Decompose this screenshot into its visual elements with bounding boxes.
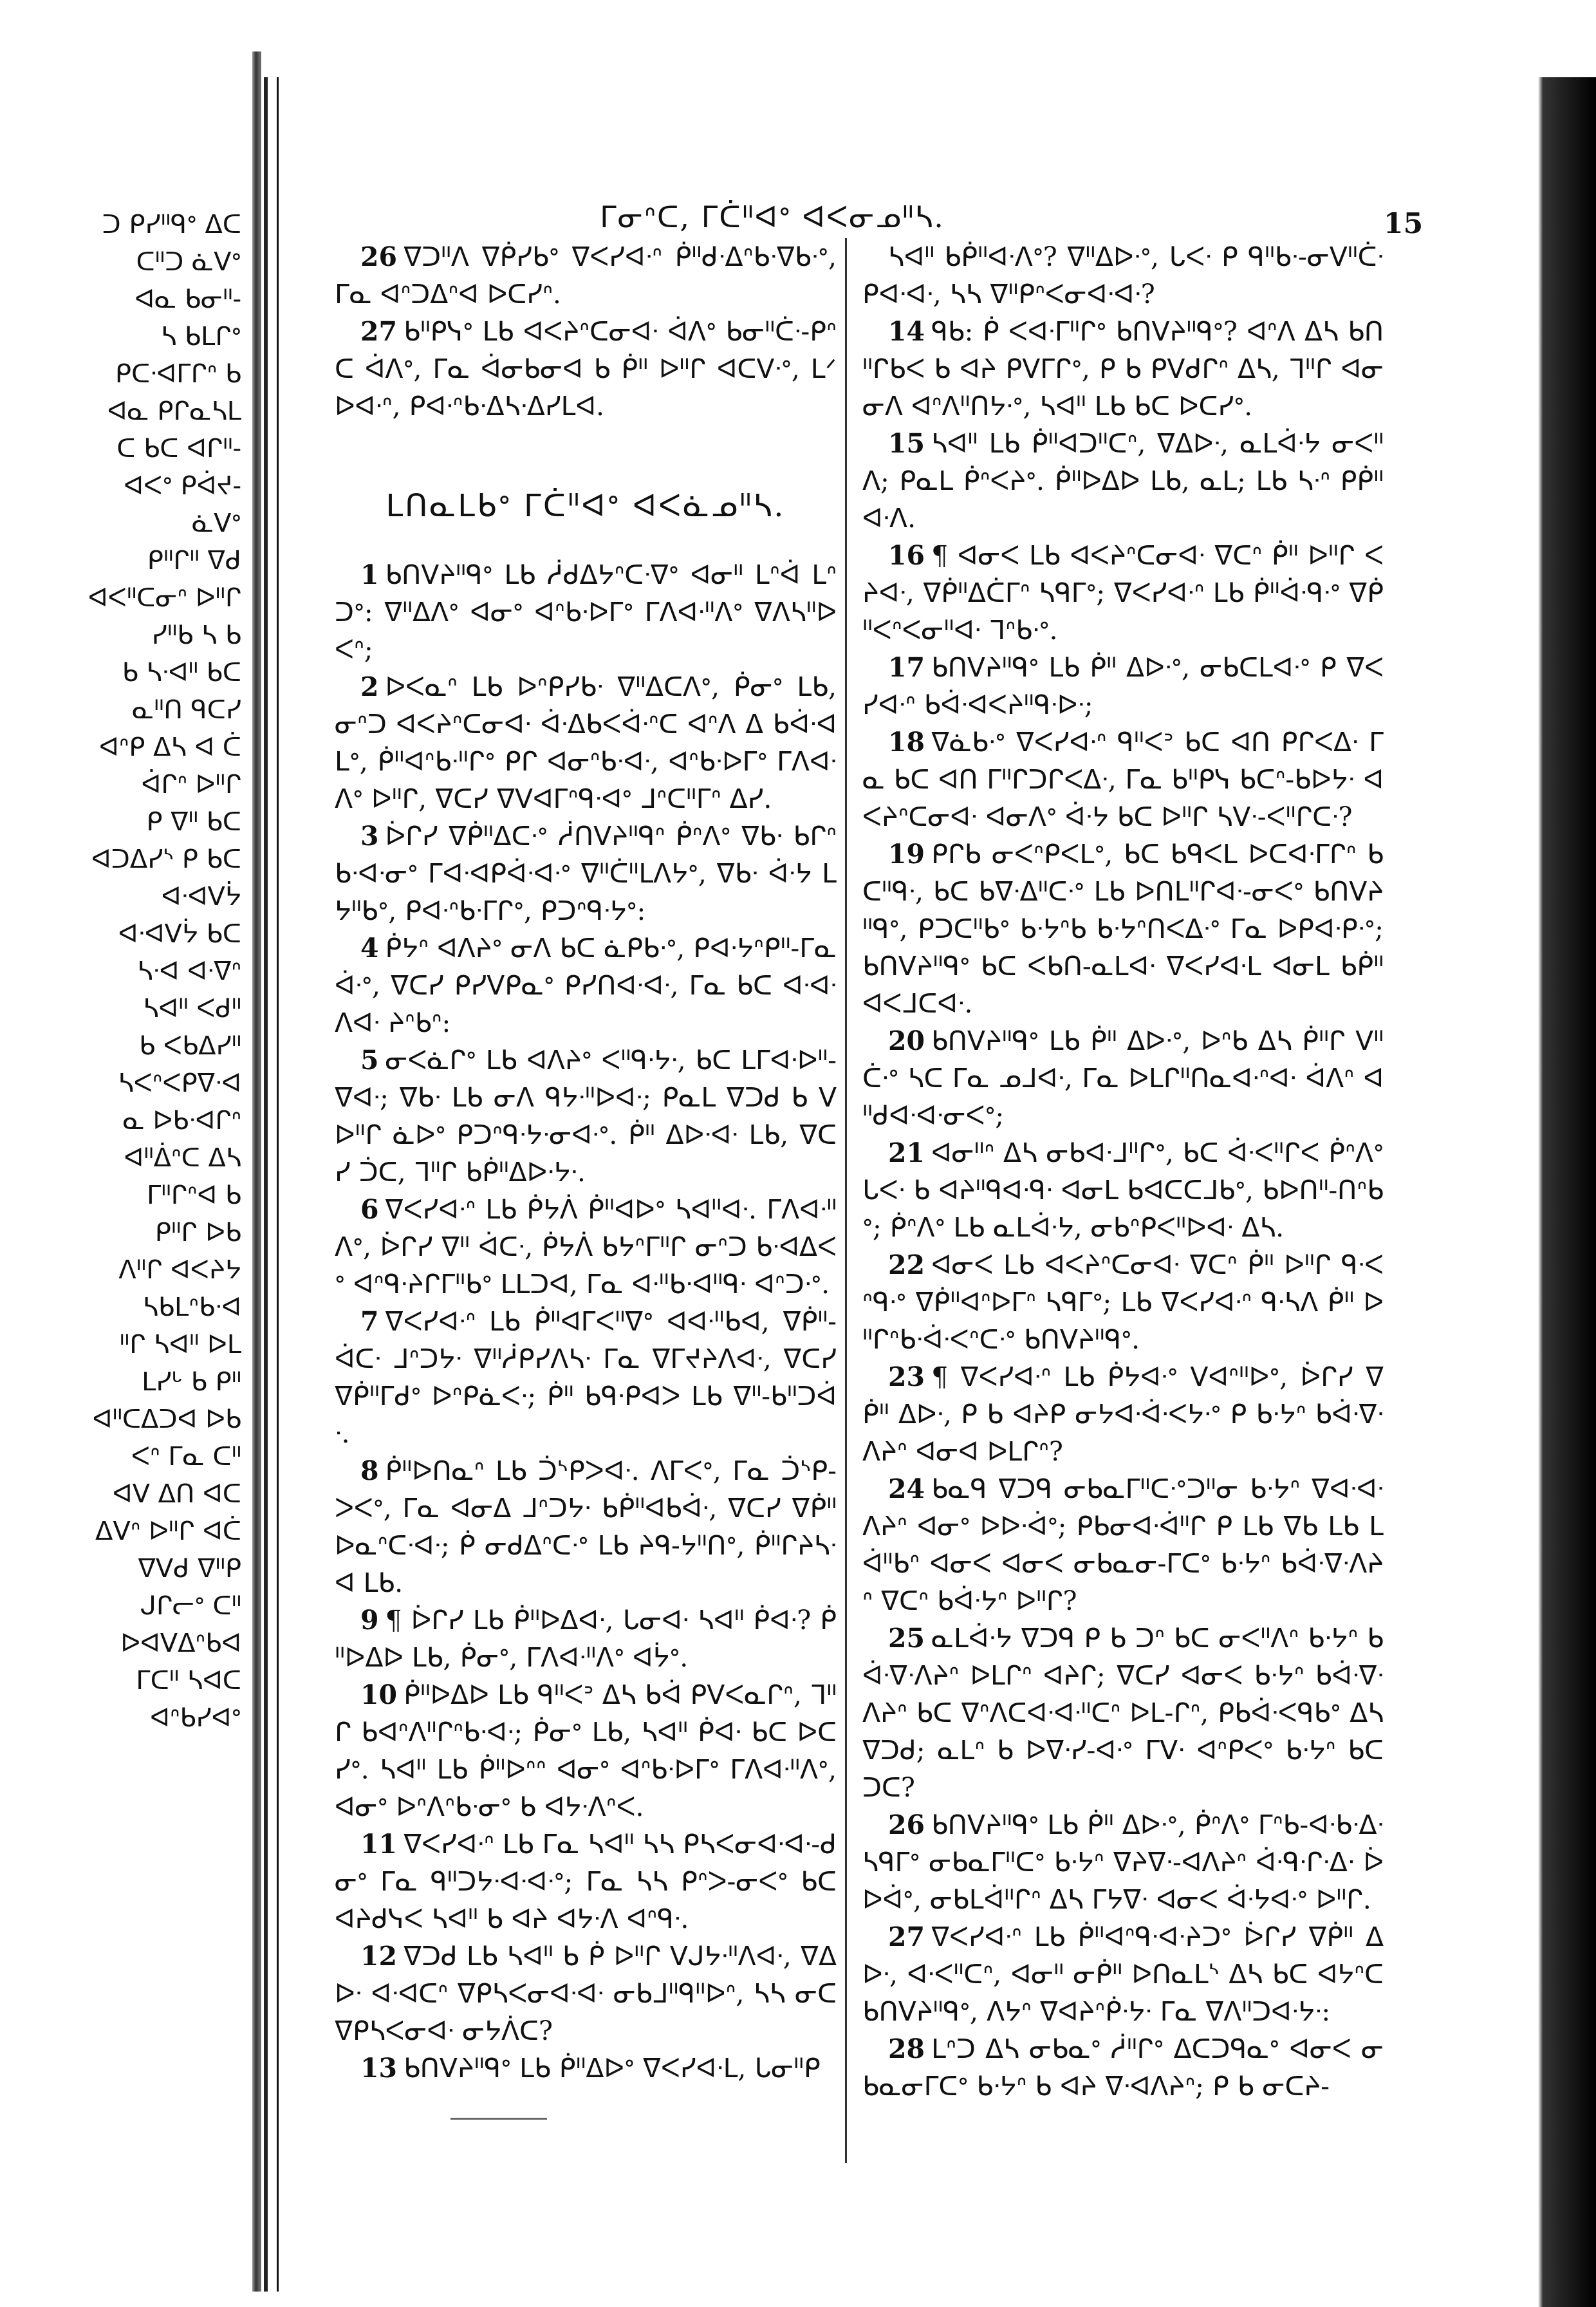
verse-text: ᐁᐸᓯᐊᐧᐢ ᒪᑲ ᑮᐦᐊᐢᑫᐧᐊᐧᔨᑐᐤ ᐆᒋᓯ ᐁᑮᐦ ᐃᐅᐧ, ᐊᐧᐸᐦᑕᐢ, ᐊᓂᐦ ᓂᑮᐦ ᐅᑎᓇᒪᔅ ᐃᓴ ᑲᑕ ᐊᔭᐢᑕ ᑲᑎᐯᔨᐦᑫᐤ, ᐱᔭᐢ ᐁᐊᔨᐢᑮᐧᔭᐧ ᒥᓇ ᐁᐱᐦᑐᐊᐧᔭᐧ: xyxy=(862,1921,1384,2027)
verse xyxy=(862,1134,1384,1246)
verse-text: ᐁᐸᓯᐊᐧᐢ ᒪᑲ ᑮᔭᐲ ᑮᐦᐊᐅᐤ ᓴᐊᐦᐊᐧ. ᒥᐱᐊᐧᐦᐱᐤ, ᐆᒋᓯ ᐁᐦ ᐋᑕᐧ, ᑮᔭᐲ ᑲᔭᐢᒥᐦᒋ ᓂᐢᑐ ᑲᐧᐊᐃᐸᐤ ᐊᐢᑫᐧᔨᒋᒥᐦᑲᐤ ᒪᒪᑐᐊ, ᒥᓇ ᐊᐧᐦᑲᐧᐊᐦᑫᐧ ᐊᐢᑐᐧᐤ. xyxy=(335,1194,837,1300)
left-page-line: ᐁᐯᑯ ᐁᐦᑭ xyxy=(138,1554,241,1583)
verse-text: ᑲᑎᐯᔨᐦᑫᐤ ᒪᑲ ᑮᐦ ᐃᐅᐧᐤ, ᑮᐢᐱᐤ ᒥᐢᑲ-ᐊᐧᑲᐧᐃᐧ ᓴᑫᒥᐤ ᓂᑲᓇᒥᐦᑕᐤ ᑲᐧᔭᐢ ᐁᔨᐁᐧ-ᐊᐱᔨᐢ ᐋᐧᑫᐧᒋᐧᐃᐧ ᐆᐅᐋᐤ, ᓂᑲᒪᐋᐦᒋᐢ ᐃᓴ ᒥᔭᐁᐧ ᐊᓂᐸ ᐋᐧᔭᐊᐧᐤ ᐅᐦᒋ. xyxy=(862,1809,1384,1915)
left-column xyxy=(335,238,837,2087)
verse xyxy=(862,1022,1384,1134)
left-page-line: ᐱᐦᒋ ᐊᐸᔨᔭ xyxy=(118,1255,241,1285)
book-gutter xyxy=(252,51,261,2292)
left-page-line: ᑭᐦᒋᐦ ᐁᑯ xyxy=(147,546,241,575)
left-page-line: ᐊᐢᑲᓯᐊᐤ xyxy=(150,1703,241,1733)
verse xyxy=(335,313,837,425)
verse xyxy=(335,1938,837,2050)
left-page-line: ᒍᒋᓕᐤ ᑕᐦ xyxy=(140,1591,241,1621)
verse-text: ᑲᓇᑫ ᐁᑐᑫ ᓂᑲᓇᒥᐦᑕᐧᐤᑐᐦᓂ ᑲᐧᔭᐢ ᐁᐊᐧᐊᐧᐱᔨᐢ ᐊᓂᐤ ᐅᐅᐧᐋᐤ; ᑭᑲᓂᐊᐧᐋᐦᒋ ᑭ ᒪᑲ ᐁᑲ ᒪᑲ ᒪᐋᐦᑲᐢ ᐊᓂᐸ ᐊᓂᐸ ᓂᑲᓇᓂ-ᒥᑕᐤ ᑲᐧᔭᐢ ᑲᐋᐧᐁᐧᐱᔨᐢ ᐁᑕᐢ ᑲᐋᐧᔭᐢ ᐅᐦᒋ? xyxy=(862,1473,1384,1616)
verse-number: 8 xyxy=(360,1455,379,1486)
verse-text: ᑲᐦᑭᓭᐤ ᒪᑲ ᐊᐸᔨᐢᑕᓂᐊᐧ ᐋᐱᐤ ᑲᓂᐦᑖᐧ-ᑭᐢᑕ ᐋᐱᐤ, ᒥᓇ ᐋᓂᑲᓂᐊ ᑲ ᑮᐦ ᐅᐦᒋ ᐊᑕᐯᐧᐤ, ᒪᐟᐅᐊᐧᐢ, ᑭᐊᐧᐢᑲᐧᐃᓴᐧᐃᓯᒪᐊ. xyxy=(335,316,837,422)
verse-number: 7 xyxy=(360,1306,379,1337)
verse-text: ᑫᑲ: ᑮ ᐸᐊᐧᒥᐦᒋᐤ ᑲᑎᐯᔨᐦᑫᐤ? ᐊᐢᐱ ᐃᓴ ᑲᑎᐦᒋᑲᐸ ᑲ ᐊᔨ ᑭᐯᒥᒋᐤ, ᑭ ᑲ ᑭᐯᑯᒋᐢ ᐃᓴ, ᒣᐦᒋ ᐊᓂ ᓂᐱ ᐊᐢᐱᐦᑎᔭᐧᐤ, ᓴᐊᐦ ᒪᑲ ᑲᑕ ᐅᑕᓯᐤ. xyxy=(862,316,1384,422)
left-page-line: ᒥᑕᐦ ᓴᐊᑕ xyxy=(136,1666,241,1695)
previous-page-fragment xyxy=(0,39,248,2292)
verse-text: ᑲᑎᐯᔨᐦᑫᐤ ᒪᑲ ᑮᐦᐃᐅᐤ ᐁᐸᓯᐊᐧᒪ, ᒐᓂᐦᑭ xyxy=(404,2053,821,2084)
verse-text: ᑭᒋᑲ ᓂᐸᐢᑭᐸᒪᐤ, ᑲᑕ ᑲᑫᐸᒪ ᐅᑕᐊᐧᒥᒋᐢ ᑲᑕᐦᑫᐧ, ᑲᑕ ᑲᐁᐧᐃᐦᑕᐧᐤ ᒪᑲ ᐅᑎᒪᐦᒋᐊᐧ-ᓂᐸᐤ ᑲᑎᐯᔨᐦᑫᐤ, ᑭᑐᑕᐦᑲᐤ ᑲᐧᔭᐢᑲ ᑲᐧᔭᐢᑎᐸᐃᐧᐤ ᒥᓇ ᐅᑭᐊᐧᑭᐧᐤ; ᑲᑎᐯᔨᐦᑫᐤ ᑲᑕ ᐸᑲᑎ-ᓇᒪᐊᐧ ᐁᐸᓯᐊᐧᒪ ᐊᓂᒪ ᑲᑮᐦᐊᐸᒧᑕᐊᐧ. xyxy=(862,839,1384,1019)
verse-number: 12 xyxy=(360,1941,398,1972)
verse-number: 9 xyxy=(360,1605,379,1636)
verse-text: ᑲᑎᐯᔨᐦᑫᐤ ᒪᑲ ᑮᐦ ᐃᐅᐧᐤ, ᐅᐢᑲ ᐃᓴ ᑮᐦᒋ ᐯᐦᑖᐧᐤ ᓴᑕ ᒥᓇ ᓄᒧᐊᐧ, ᒥᓇ ᐅᒪᒋᐦᑎᓇᐊᐧᐢᐊᐧ ᐋᐱᐢ ᐊᐦᑯᐊᐧᐊᐧᓂᐸᐤ; xyxy=(862,1025,1384,1131)
left-page-line: ᓴ ᑲᒪᒋᐤ xyxy=(161,322,241,351)
left-page-line: ᓯᐦᑲ ᓴ ᑲ xyxy=(151,621,241,650)
left-page-line: ᐊᐧᐊᐯᔮ ᑲᑕ xyxy=(118,919,241,949)
verse xyxy=(862,238,1384,313)
verse-number: 15 xyxy=(888,428,925,459)
left-page-line: ᐊᐸᐦᑕᓂᐢ ᐅᐦᒋ xyxy=(88,583,241,613)
verse-text: ᓂᐸᓈᒋᐤ ᒪᑲ ᐊᐱᔨᐤ ᐸᐦᑫᐧᔭᐧ, ᑲᑕ ᒪᒥᐊᐧᐅᐦ-ᐁᐊᐧ; ᐁᑲᐧ ᒪᑲ ᓂᐱ ᑫᔭᐧᐦᐅᐊᐧ; ᑭᓇᒪ ᐁᑐᑯ ᑲ ᐯ ᐅᐦᒋ ᓈᐅᐤ ᑭᑐᐢᑫᐧᔭᐧᓂᐊᐧᐤ. ᑮᐦ ᐃᐅᐧᐊᐧ ᒪᑲ, ᐁᑕᓯ ᑑᑕ, ᒣᐦᒋ ᑲᑮᐦᐃᐅᐧᔭᐧ. xyxy=(335,1045,837,1188)
verse xyxy=(862,1806,1384,1918)
verse-number: 1 xyxy=(360,559,379,590)
left-page-line: ᑐ ᑭᓯᐦᑫᐤ ᐃᑕ xyxy=(102,210,241,239)
verse-number: 23 xyxy=(888,1361,925,1392)
left-page-line: ᐸᐢ ᒥᓇ ᑕᐦ xyxy=(131,1442,241,1471)
verse-text: ᑲᑎᐯᔨᐦᑫᐤ ᒪᑲ ᓲᑯᐃᔭᐢᑕᐧᐁᐤ ᐊᓂᐦ ᒪᐢᐋ ᒪᐢᑐᐤ: ᐁᐦᐃᐱᐤ ᐊᓂᐤ ᐊᐢᑲᐧᐅᒥᐤ ᒥᐱᐊᐧᐦᐱᐤ ᐁᐱᓴᐦᐅᐸᐢ; xyxy=(335,559,837,665)
verse xyxy=(862,1470,1384,1620)
verse xyxy=(335,1191,837,1303)
verse-number: 26 xyxy=(360,241,398,272)
verse xyxy=(862,1358,1384,1470)
verse-text: ᓇᒪᐋᐧᔭ ᐁᑐᑫ ᑭ ᑲ ᑐᐢ ᑲᑕ ᓂᐸᐦᐱᐢ ᑲᐧᔭᐢ ᑲᐋᐧᐁᐧᐱᔨᐢ ᐅᒪᒋᐢ ᐊᔨᒋ; ᐁᑕᓯ ᐊᓂᐸ ᑲᐧᔭᐢ ᑲᐋᐧᐁᐧᐱᔨᐢ ᑲᑕ ᐁᐢᐱᑕᐊᐧᐊᐧᐦᑕᐢ ᐅᒪ-ᒋᐢ, ᑭᑲᐋᐧᐸᑫᑲᐤ ᐃᓴ ᐁᑐᑯ; ᓇᒪᐢ ᑲ ᐅᐁᐧᓯ-ᐊᐧᐤ ᒥᐯᐧ ᐊᐢᑭᐸᐤ ᑲᐧᔭᐢ ᑲᑕ ᑐᑕ? xyxy=(862,1623,1384,1803)
left-page-line: ᐊᐧᐊᐯᔮ xyxy=(161,882,241,911)
left-page-line: ᒥᐦᒋᐢᐊ ᑲ xyxy=(146,1181,241,1210)
verse-number: 13 xyxy=(360,2053,398,2084)
verse-text: ᐆᒋᓯ ᐁᑮᐦᐃᑕᐧᐤ ᓲᑎᐯᔨᐦᑫᐢ ᑮᐢᐱᐤ ᐁᑲᐧ ᑲᒋᐢᑲᐧᐊᐧᓂᐤ ᒥᐊᐧᐊᑭᐋᐧᐊᐧᐤ ᐁᐦᑖᐦᒪᐱᔭᐤ, ᐁᑲᐧ ᐋᐧᔭ ᒪᔭᐦᑲᐤ, ᑭᐊᐧᐢᑲᐧᒥᒋᐤ, ᑭᑐᐢᑫᐧᔭᐤ: xyxy=(335,821,837,926)
verse xyxy=(335,2050,837,2087)
verse xyxy=(335,668,837,817)
verse-number: 6 xyxy=(360,1194,379,1225)
left-page-line: ᓴᐧᐊ ᐊᐧᐁᐢ xyxy=(137,957,241,986)
verse-number: 2 xyxy=(360,671,379,702)
verse-number: 14 xyxy=(888,316,925,347)
page-edge xyxy=(264,77,268,2292)
left-page-line: ᐊᑐᐃᓯᔅ ᑭ ᑲᑕ xyxy=(91,845,241,874)
verse-number: 4 xyxy=(360,933,379,964)
verse-text: ¶ ᐆᒋᓯ ᒪᑲ ᑮᐦᐅᐃᐊᐧ, ᒐᓂᐊᐧ ᓴᐊᐦ ᑮᐊᐧ? ᑮᐦᐅᐃᐅ ᒪᑲ, ᑮᓂᐤ, ᒥᐱᐊᐧᐦᐱᐤ ᐊᔮᐤ. xyxy=(335,1605,837,1673)
left-page-line: ᑭᑕᐧᐊᒥᒋᐢ ᑲ xyxy=(115,359,241,389)
verse-text: ᑲᑎᐯᔨᐦᑫᐤ ᒪᑲ ᑮᐦ ᐃᐅᐧᐤ, ᓂᑲᑕᒪᐊᐧᐤ ᑭ ᐁᐸᓯᐊᐧᐢ ᑲᐋᐧᐊᐸᔨᐦᑫᐧᐅᐧ; xyxy=(862,652,1384,720)
verse xyxy=(862,1620,1384,1806)
verse-number: 17 xyxy=(888,652,925,683)
left-page-line: ᐃᐯᐢ ᐅᐦᒋ ᐊᑖ xyxy=(95,1517,241,1546)
verse xyxy=(335,556,837,668)
verse xyxy=(862,313,1384,425)
verse-text: ᐁᓈᑲᐧᐤ ᐁᐸᓯᐊᐧᐢ ᑫᐦᐸᐣ ᑲᑕ ᐊᑎ ᑭᒋᐸᐃᐧ ᒥᓇ ᑲᑕ ᐊᑎ ᒥᐦᒋᑐᒋᐸᐃᐧ, ᒥᓇ ᑲᐦᑭᓭ ᑲᑕᐢ-ᑲᐅᔭᐧ ᐊᐸᔨᐢᑕᓂᐊᐧ ᐊᓂᐱᐤ ᐋᐧᔭ ᑲᑕ ᐅᐦᒋ ᓴᐯᐧ-ᐸᐦᒋᑕᐧ? xyxy=(862,727,1384,832)
verse xyxy=(335,238,837,313)
verse-number: 18 xyxy=(888,727,925,758)
left-page-line: ᑭ ᐁᐦ ᑲᑕ xyxy=(146,807,241,837)
verse xyxy=(335,817,837,929)
left-page-line: ᐅᐊᐯᐃᐢᑲᐊ xyxy=(120,1629,241,1658)
verse-text: ᐁᑐᑯ ᒪᑲ ᓴᐊᐦ ᑲ ᑮ ᐅᐦᒋ ᐯᒍᔭᐧᐦᐱᐊᐧ, ᐁᐃᐅᐧ ᐊᐧᐊᑕᐢ ᐁᑭᓴᐸᓂᐊᐧᐊᐧ ᓂᑲᒧᐦᑫᐦᐅᐢ, ᓴᓴ ᓂᑕ ᐁᑭᓴᐸᓂᐊᐧ ᓂᔭᐲᑕ? xyxy=(335,1941,837,2046)
verse-number: 21 xyxy=(888,1137,925,1168)
verse-text: ᐁᐸᓯᐊᐧᐢ ᒪᑲ ᑮᐦᐊᒥᐸᐦᐁᐤ ᐊᐊᐧᐦᑲᐊ, ᐁᑮᐦ-ᐋᑕᐧ ᒧᐢᑐᔭᐧ ᐁᐦᓲᑭᓯᐱᓴᐧ ᒥᓇ ᐁᒥᔪᔨᐱᐊᐧ, ᐁᑕᓯ ᐁᑮᐦᒥᑯᐤ ᐅᐢᑭᓈᐸᐧ; ᑮᐦ ᑲᑫᐧᑭᐊᐳ ᒪᑲ ᐁᐦ-ᑲᐦᑐᐋᐧ. xyxy=(335,1306,837,1449)
right-column xyxy=(862,238,1384,2105)
verse xyxy=(862,1246,1384,1358)
verse xyxy=(862,537,1384,649)
verse xyxy=(335,1602,837,1676)
left-page-line: ᐊᓇ ᑭᒋᓇᓴᒪ xyxy=(107,397,241,426)
page-number: 15 xyxy=(1384,207,1424,240)
left-page-line: ᑭᐦᒋ ᐅᑲ xyxy=(154,1218,241,1247)
bottom-rule xyxy=(450,2118,547,2120)
left-page-line: ᒪᓯᒡ ᑲ ᑭᐦ xyxy=(142,1367,241,1397)
verse xyxy=(335,929,837,1041)
verse-number: 27 xyxy=(360,316,398,347)
verse-number: 24 xyxy=(888,1473,925,1504)
verse xyxy=(862,1918,1384,2030)
verse-number: 27 xyxy=(888,1921,925,1952)
verse-number: 22 xyxy=(888,1249,925,1280)
left-page-line: ᓇᐦᑎ ᑫᑕᓯ xyxy=(132,695,241,725)
verse xyxy=(862,2030,1384,2105)
verse-text: ᓴᐊᐦ ᑲᑮᐦᐊᐧᐱᐤ? ᐁᐦᐃᐅᐧᐤ, ᒐᐸᐧ ᑭ ᑫᐦᑲᐧ-ᓂᐯᐦᑖᐧᑭᐊᐧᐊᐧ, ᓴᓴ ᐁᐦᑭᐢᐸᓂᐊᐧᐊᐧ? xyxy=(862,241,1384,310)
verse xyxy=(862,425,1384,537)
verse xyxy=(335,1826,837,1938)
verse-text: ᑮᐦᐅᑎᓇᐢ ᒪᑲ ᑑᔅᑭᐳᐊᐧ. ᐱᒥᐸᐤ, ᒥᓇ ᑑᔅᑭ-ᐳᐸᐤ, ᒥᓇ ᐊᓂᐃ ᒧᐢᑐᔭᐧ ᑲᑮᐦᐊᑲᐋᐧ, ᐁᑕᓯ ᐁᑮᐦᐅᓇᐢᑕᐧᐊᐧ; ᑮ ᓂᑯᐃᐢᑕᐧᐤ ᒪᑲ ᔨᑫ-ᔭᐦᑎᐤ, ᑮᐦᒋᔨᓴᐧᐊ ᒪᑲ. xyxy=(335,1455,837,1598)
verse xyxy=(862,649,1384,724)
verse-number: 26 xyxy=(888,1809,925,1840)
verse-text: ᓴᐊᐦ ᒪᑲ ᑮᐦᐊᑐᐦᑕᐢ, ᐁᐃᐅᐧ, ᓇᒪᐋᐧᔭ ᓂᐸᐦᐱ; ᑭᓇᒪ ᑮᐢᐸᔨᐤ. ᑮᐦᐅᐃᐅ ᒪᑲ, ᓇᒪ; ᒪᑲ ᓴᐧᐢ ᑭᑮᐦᐊᐧᐱ. xyxy=(862,428,1384,534)
left-page-line: ᐊᐢᑭ ᐃᓴ ᐊ ᑖ xyxy=(98,733,241,762)
verse xyxy=(335,1303,837,1452)
left-page-line: ᑕᐦᑐ ᓈᐯᐤ xyxy=(136,247,241,277)
column-divider xyxy=(845,238,847,2163)
verse-number: 19 xyxy=(888,839,925,870)
page-right-edge xyxy=(1499,77,1596,2307)
verse-text: ¶ ᐊᓂᐸ ᒪᑲ ᐊᐸᔨᐢᑕᓂᐊᐧ ᐁᑕᐢ ᑮᐦ ᐅᐦᒋ ᐸᔨᐊᐧ, ᐁᑮᐦᐃᑖᒥᐢ ᓴᑫᒥᐤ; ᐁᐸᓯᐊᐧᐢ ᒪᑲ ᑮᐦᐋᐧᑫᐧᐤ ᐁᑮᐦᐸᐢᐸᓂᐦᐊᐧ ᒣᐢᑲᐧᐤ. xyxy=(862,540,1384,646)
verse xyxy=(335,1041,837,1191)
running-head: ᒥᓂᐢᑕ, ᒥᑖᐦᐊᐤ ᐊᐸᓂᓄᐦᓴ. xyxy=(600,200,945,234)
left-page-line: ᐊᐦᑕᐃᑐᐊ ᐅᑲ xyxy=(92,1405,241,1434)
verse-text: ᒪᐢᑐ ᐃᓴ ᓂᑲᓇᐤ ᓲᐦᒋᐤ ᐃᑕᑐᑫᓇᐤ ᐊᓂᐸ ᓂᑲᓇᓂᒥᑕᐤ ᑲᐧᔭᐢ ᑲ ᐊᔨ ᐁᐧᐊᐱᔨᐢ; ᑭ ᑲ ᓂᑕᔨ- xyxy=(862,2033,1384,2102)
left-page-line: ᓴᐊᐦ ᐸᑯᐦ xyxy=(143,994,241,1023)
verse-text: ᑮᐦᐅᐃᐅ ᒪᑲ ᑫᐦᐸᐣ ᐃᓴ ᑲᐋ ᑭᐯᐸᓇᒋᐢ, ᒣᐦᒋ ᑲᐊᐢᐱᐦᒋᐢᑲᐧᐊᐧ; ᑮᓂᐤ ᒪᑲ, ᓴᐊᐦ ᑮᐊᐧ ᑲᑕ ᐅᑕᓯᐤ. ᓴᐊᐦ ᒪᑲ ᑮᐦᐅᐢᐢ ᐊᓂᐤ ᐊᐢᑲᐧᐅᒥᐤ ᒥᐱᐊᐧᐦᐱᐤ, ᐊᓂᐤ ᐅᐢᐱᐢᑲᐧᓂᐤ ᑲ ᐊᔭᐧᐱᐢᐸ. xyxy=(335,1679,837,1822)
verse-text: ¶ ᐁᐸᓯᐊᐧᐢ ᒪᑲ ᑮᔭᐊᐧᐤ ᐯᐊᐢᐦᐅᐤ, ᐆᒋᓯ ᐁ ᑮᐦ ᐃᐅᐧ, ᑭ ᑲ ᐊᔨᑭ ᓂᔭᐊᐧᐋᐧᐸᔭᐧᐤ ᑭ ᑲᐧᔭᐢ ᑲᐋᐧᐁᐧᐱᔨᐢ ᐊᓂᐊ ᐅᒪᒋᐢ? xyxy=(862,1361,1384,1467)
verse-text: ᐁᑐᐦᐱ ᐁᑮᓯᑲᐤ ᐁᐸᓯᐊᐧᐢ ᑮᐦᑯᐧᐃᐢᑲᐧᐁᑲᐧᐤ, ᒥᓇ ᐊᐢᑐᐃᐢᐊ ᐅᑕᓯᐢ. xyxy=(335,241,837,310)
verse-text: ᐊᓂᐸ ᒪᑲ ᐊᐸᔨᐢᑕᓂᐊᐧ ᐁᑕᐢ ᑮᐦ ᐅᐦᒋ ᑫᐧᐸᐢᑫᐧᐤ ᐁᑮᐦᐊᐢᐅᒥᐢ ᓴᑫᒥᐤ; ᒪᑲ ᐁᐸᓯᐊᐧᐢ ᑫᐧᓴᐱ ᑮᐦ ᐅᐦᒋᐢᑲᐧᐋᐧᐸᐢᑕᐧᐤ ᑲᑎᐯᔨᐦᑫᐤ. xyxy=(862,1249,1384,1355)
verse xyxy=(862,836,1384,1022)
verse xyxy=(862,724,1384,836)
left-page-line: ᐋᒋᐢ ᐅᐦᒋ xyxy=(141,770,241,799)
left-page-line: ᓴᑲᒪᐢᑲᐧᐊ xyxy=(142,1293,241,1322)
verse-number: 16 xyxy=(888,540,925,571)
verse-text: ᐁᐸᓯᐊᐧᐢ ᒪᑲ ᒥᓇ ᓴᐊᐦ ᓴᓴ ᑭᓴᐸᓂᐊᐧᐊᐧ-ᑯᓂᐤ ᒥᓇ ᑫᐦᑐᔭᐧᐊᐧᐊᐧᐤ; ᒥᓇ ᓴᓴ ᑭᐢᐳ-ᓂᐸᐤ ᑲᑕ ᐊᔨᑯᓭᐸ ᓴᐊᐦ ᑲ ᐊᔨ ᐊᔭᐧᐱ ᐊᐢᑫᐧ. xyxy=(335,1829,837,1934)
left-page-line: ᑕ ᑲᑕ ᐊᒋᐦ- xyxy=(116,434,241,463)
left-page-line: ᓈᐯᐤ xyxy=(192,509,241,538)
left-page-line: ᓇ ᐅᑲᐧᐊᒋᐢ xyxy=(122,1106,241,1135)
verse-text: ᐊᓂᐦᐢ ᐃᓴ ᓂᑲᐊᐧᒧᐦᒋᐤ, ᑲᑕ ᐋᐧᐸᐦᒋᐸ ᑮᐢᐱᐤ ᒐᐸᐧ ᑲ ᐊᔨᐦᑫᐊᐧᑫᐧ ᐊᓂᒪ ᑲᐊᑕᑕᒧᑲᐤ, ᑲᐅᑎᐦ-ᑎᐢᑲᐤ; ᑮᐢᐱᐤ ᒪᑲ ᓇᒪᐋᐧᔭ, ᓂᑲᐢᑭᐸᐦᐅᐊᐧ ᐃᓴ. xyxy=(862,1137,1384,1243)
left-page-line: ᑲ ᐸᑲᐃᓯᐦ xyxy=(138,1031,241,1061)
left-page-line: ᑲ ᓴᐧᐊᐦ ᑲᑕ xyxy=(122,658,241,687)
left-page-line: ᓴᐸᐢᐸᑭᐁᐧᐊ xyxy=(118,1069,241,1098)
section-heading: ᒪᑎᓇᒪᑲᐤ ᒥᑖᐦᐊᐤ ᐊᐸᓈᓄᐦᓴ. xyxy=(385,488,786,524)
verse-number: 10 xyxy=(360,1679,398,1710)
verse-number: 20 xyxy=(888,1025,925,1056)
left-page-line: ᐊᐯ ᐃᑎ ᐊᑕ xyxy=(112,1479,241,1509)
left-page-line: ᐦᒋ ᓴᐊᐦ ᐅᒪ xyxy=(119,1330,241,1359)
verse-number: 11 xyxy=(360,1829,398,1860)
verse xyxy=(335,1452,837,1602)
left-page-line: ᐊᐸᐤ ᑭᐋᔪ- xyxy=(124,471,241,501)
verse-number: 25 xyxy=(888,1623,925,1654)
verse-number: 5 xyxy=(360,1045,379,1076)
left-page-line: ᐊᓇ ᑲᓂᐦ- xyxy=(135,285,241,314)
verse-number: 3 xyxy=(360,821,379,852)
left-page-line: ᐊᐦᐄᐢᑕ ᐃᓴ xyxy=(124,1143,241,1173)
verse-number: 28 xyxy=(888,2033,925,2064)
verse xyxy=(335,1676,837,1826)
verse-text: ᐅᐸᓇᐢ ᒪᑲ ᐅᐢᑭᓯᑲᐧ ᐁᐦᐃᑕᐱᐤ, ᑮᓂᐤ ᒪᑲ, ᓂᐢᑐ ᐊᐸᔨᐢᑕᓂᐊᐧ ᐋᐧᐃᑲᐸᐋᐧᐢᑕ ᐊᐢᐱ ᐃ ᑲᐋᐧᐊᒪᐤ, ᑮᐦᐊᐢᑲᐧᐦᒋᐤ ᑭᒋ ᐊᓂᐢᑲᐧᐊᐧ, ᐊᐢᑲᐧᐅᒥᐤ ᒥᐱᐊᐧᐱᐤ ᐅᐦᒋ, ᐁᑕᓯ ᐁᐯᐊᒥᐢᑫᐧᐊᐤ ᒧᐢᑕᐦᒥᐢ ᐃᓯ. xyxy=(335,671,837,814)
verse-text: ᑮᔭᐢ ᐊᐱᔨᐤ ᓂᐱ ᑲᑕ ᓈᑭᑲᐧᐤ, ᑭᐊᐧᔭᐢᑭᐦ-ᒥᓇᐋᐧᐤ, ᐁᑕᓯ ᑭᓯᐯᑭᓇᐤ ᑭᓯᑎᐊᐧᐊᐧ, ᒥᓇ ᑲᑕ ᐊᐧᐊᐧᐱᐊᐧ ᔨᐢᑲᐢ: xyxy=(335,933,837,1038)
